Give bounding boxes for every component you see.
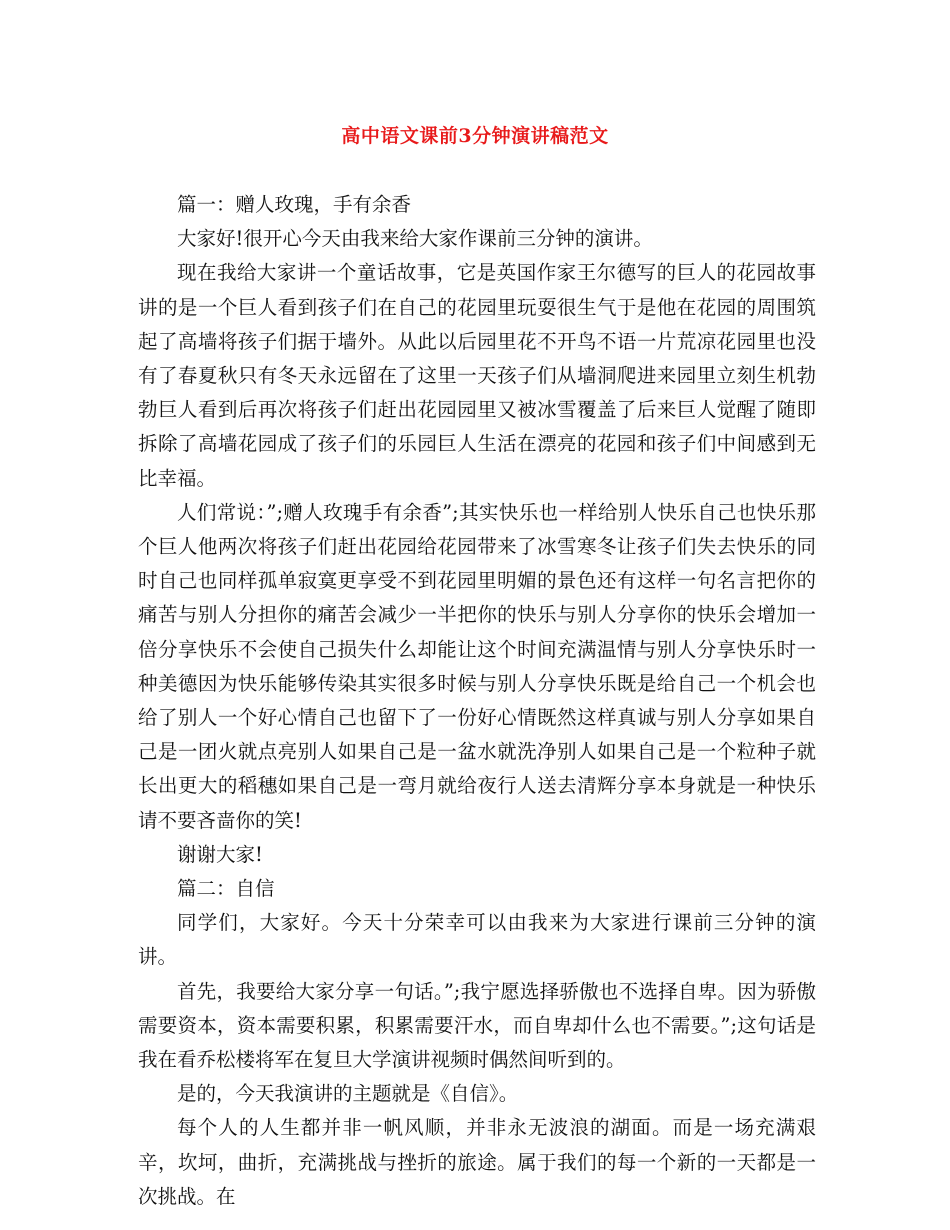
document-title: 高中语文课前3分钟演讲稿范文 xyxy=(341,125,609,147)
section-heading-2: 篇二：自信 xyxy=(177,877,275,901)
paragraph: 大家好!很开心今天由我来给大家作课前三分钟的演讲。 xyxy=(177,227,653,251)
paragraph: 谢谢大家! xyxy=(177,842,263,866)
paragraph: 每个人的人生都并非一帆风顺，并非永无波浪的湖面。而是一场充满艰辛，坎坷，曲折，充满挑战与挫折的旅途。属于我们的每一个新的一天都是一次挑战。在 xyxy=(138,1116,816,1208)
paragraph: 首先，我要给大家分享一句话。”;我宁愿选择骄傲也不选择自卑。因为骄傲需要资本，资本需要积累，积累需要汗水，而自卑却什么也不需要。”;这句话是我在看乔松楼将军在复旦大学演讲视频时偶然间听到的。 xyxy=(138,979,816,1072)
paragraph: 现在我给大家讲一个童话故事，它是英国作家王尔德写的巨人的花园故事讲的是一个巨人看到孩子们在自己的花园里玩耍很生气于是他在花园的周围筑起了高墙将孩子们据于墙外。从此以后园里花不开鸟不语一片荒凉花园里也没有了春夏秋只有冬天永远留在了这里一天孩子们从墙洞爬进来园里立刻生机勃勃巨人看到后再次将孩子们赶出花园园里又被冰雪覆盖了后来巨人觉醒了随即拆除了高墙花园成了孩子们的乐园巨人生活在漂亮的花园和孩子们中间感到无比幸福。 xyxy=(138,261,816,490)
paragraph: 同学们，大家好。今天十分荣幸可以由我来为大家进行课前三分钟的演讲。 xyxy=(138,911,816,969)
document-body xyxy=(138,188,816,1214)
paragraph: 人们常说：”;赠人玫瑰手有余香”;其实快乐也一样给别人快乐自己也快乐那个巨人他两次将孩子们赶出花园给花园带来了冰雪寒冬让孩子们失去快乐的同时自己也同样孤单寂寞更享受不到花园里明媚的景色还有这样一句名言把你的痛苦与别人分担你的痛苦会减少一半把你的快乐与别人分享你的快乐会增加一倍分享快乐不会使自己损失什么却能让这个时间充满温情与别人分享快乐时一种美德因为快乐能够传染其实很多时候与别人分享快乐既是给自己一个机会也给了别人一个好心情自己也留下了一份好心情既然这样真诚与别人分享如果自己是一团火就点亮别人如果自己是一盆水就洗净别人如果自己是一个粒种子就长出更大的稻穗如果自己是一弯月就给夜行人送去清辉分享本身就是一种快乐请不要吝啬你的笑! xyxy=(138,500,816,832)
section-heading-1: 篇一：赠人玫瑰，手有余香 xyxy=(177,193,412,216)
paragraph: 是的，今天我演讲的主题就是《自信》。 xyxy=(177,1082,519,1106)
